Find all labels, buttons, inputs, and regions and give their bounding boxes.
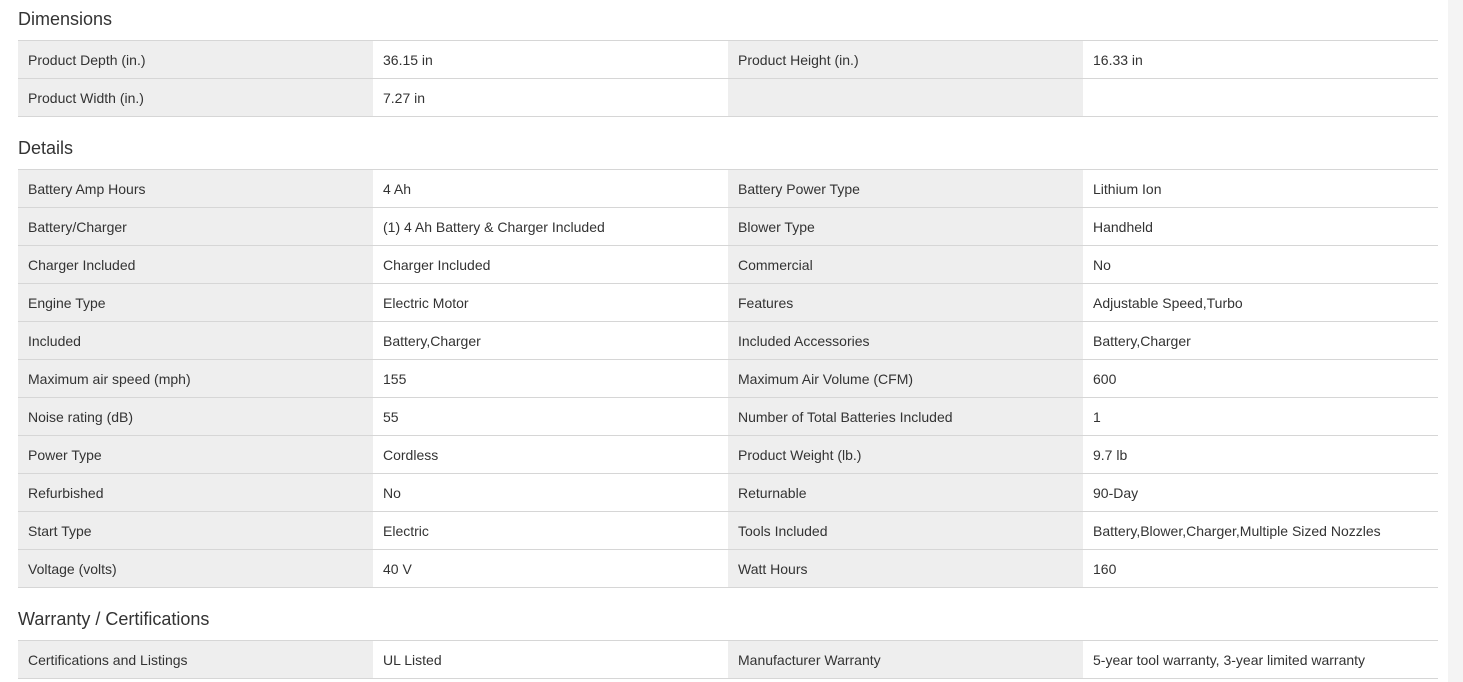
spec-value: 5-year tool warranty, 3-year limited warranty <box>1083 641 1438 679</box>
spec-label: Included <box>18 322 373 360</box>
dimensions-table <box>18 40 1438 117</box>
spec-row <box>18 41 1438 79</box>
spec-label: Watt Hours <box>728 550 1083 588</box>
spec-value: 1 <box>1083 398 1438 436</box>
spec-value: Charger Included <box>373 246 728 284</box>
details-table <box>18 169 1438 588</box>
spec-label: Manufacturer Warranty <box>728 641 1083 679</box>
spec-label: Battery Amp Hours <box>18 170 373 208</box>
spec-value: Cordless <box>373 436 728 474</box>
spec-label: Battery Power Type <box>728 170 1083 208</box>
spec-label <box>728 79 1083 117</box>
spec-row <box>18 512 1438 550</box>
spec-label: Tools Included <box>728 512 1083 550</box>
spec-value: Battery,Blower,Charger,Multiple Sized Nozzles <box>1083 512 1438 550</box>
spec-label: Product Height (in.) <box>728 41 1083 79</box>
spec-value: (1) 4 Ah Battery & Charger Included <box>373 208 728 246</box>
spec-value: 16.33 in <box>1083 41 1438 79</box>
spec-value: Battery,Charger <box>373 322 728 360</box>
spec-value: 160 <box>1083 550 1438 588</box>
spec-label: Voltage (volts) <box>18 550 373 588</box>
spec-row <box>18 246 1438 284</box>
spec-value: No <box>373 474 728 512</box>
spec-label: Included Accessories <box>728 322 1083 360</box>
spec-row <box>18 79 1438 117</box>
spec-value: 90-Day <box>1083 474 1438 512</box>
spec-label: Product Weight (lb.) <box>728 436 1083 474</box>
warranty-certifications-table <box>18 640 1438 679</box>
spec-label: Features <box>728 284 1083 322</box>
spec-value: Electric <box>373 512 728 550</box>
spec-value: 55 <box>373 398 728 436</box>
spec-row <box>18 322 1438 360</box>
spec-label: Returnable <box>728 474 1083 512</box>
spec-value <box>1083 79 1438 117</box>
spec-row <box>18 436 1438 474</box>
spec-value: 36.15 in <box>373 41 728 79</box>
spec-value: 155 <box>373 360 728 398</box>
spec-value: No <box>1083 246 1438 284</box>
spec-value: Battery,Charger <box>1083 322 1438 360</box>
spec-label: Charger Included <box>18 246 373 284</box>
spec-row <box>18 398 1438 436</box>
section-title-warranty-certifications: Warranty / Certifications <box>18 609 210 629</box>
spec-row <box>18 550 1438 588</box>
spec-label: Blower Type <box>728 208 1083 246</box>
spec-label: Engine Type <box>18 284 373 322</box>
spec-label: Power Type <box>18 436 373 474</box>
spec-value: Handheld <box>1083 208 1438 246</box>
spec-label: Refurbished <box>18 474 373 512</box>
spec-value: Lithium Ion <box>1083 170 1438 208</box>
spec-label: Commercial <box>728 246 1083 284</box>
spec-label: Product Depth (in.) <box>18 41 373 79</box>
spec-row <box>18 208 1438 246</box>
spec-value: 4 Ah <box>373 170 728 208</box>
spec-value: 40 V <box>373 550 728 588</box>
spec-value: Electric Motor <box>373 284 728 322</box>
spec-label: Maximum Air Volume (CFM) <box>728 360 1083 398</box>
spec-row <box>18 170 1438 208</box>
spec-value: UL Listed <box>373 641 728 679</box>
spec-value: Adjustable Speed,Turbo <box>1083 284 1438 322</box>
spec-label: Battery/Charger <box>18 208 373 246</box>
spec-value: 7.27 in <box>373 79 728 117</box>
page-gutter <box>1448 0 1463 682</box>
spec-value: 600 <box>1083 360 1438 398</box>
spec-label: Number of Total Batteries Included <box>728 398 1083 436</box>
spec-label: Noise rating (dB) <box>18 398 373 436</box>
spec-label: Product Width (in.) <box>18 79 373 117</box>
spec-row <box>18 474 1438 512</box>
spec-row <box>18 360 1438 398</box>
spec-label: Maximum air speed (mph) <box>18 360 373 398</box>
spec-value: 9.7 lb <box>1083 436 1438 474</box>
spec-label: Start Type <box>18 512 373 550</box>
spec-row <box>18 641 1438 679</box>
spec-row <box>18 284 1438 322</box>
section-title-details: Details <box>18 138 74 158</box>
section-title-dimensions: Dimensions <box>18 9 113 29</box>
spec-label: Certifications and Listings <box>18 641 373 679</box>
